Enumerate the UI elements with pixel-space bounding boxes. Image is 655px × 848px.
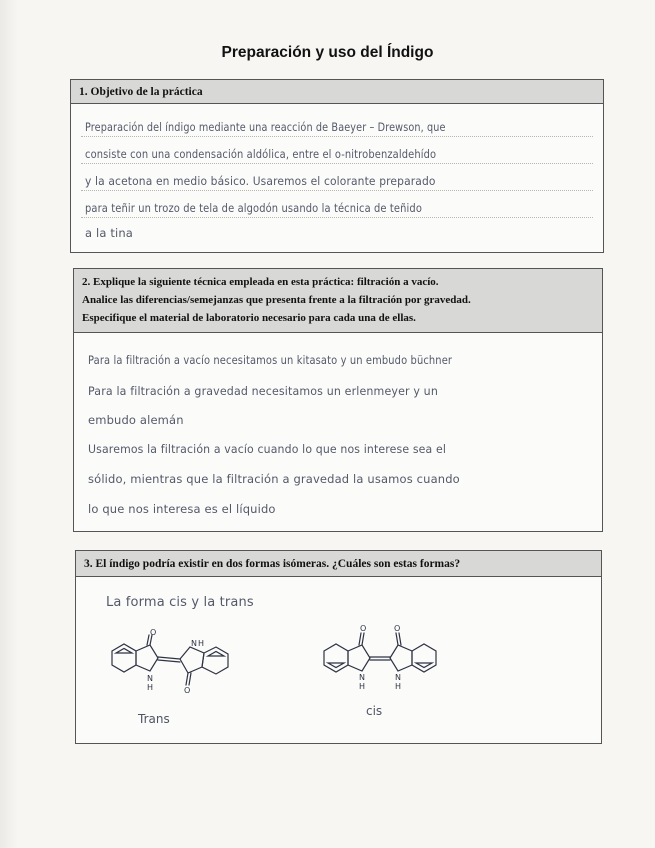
- heading-line: Analice las diferencias/semejanzas que presenta frente a la filtración por gravedad.: [82, 294, 471, 306]
- cis-label: cis: [366, 704, 383, 718]
- double-bond: [158, 660, 180, 662]
- section-filtration: [73, 268, 603, 532]
- ruled-line: [81, 136, 593, 137]
- atom-label: N: [395, 673, 401, 682]
- benzene-ring-inner: [116, 649, 132, 654]
- handwritten-line: Para la filtración a gravedad necesitamos un erlenmeyer y un: [88, 384, 438, 398]
- benzene-ring-inner: [328, 663, 344, 668]
- section-objective-heading: 1. Objetivo de la práctica: [71, 80, 603, 104]
- heading-line: 2. Explique la siguiente técnica empleada en esta práctica: filtración a vacío.: [82, 276, 439, 288]
- ruled-line: [81, 190, 593, 191]
- five-ring: [390, 645, 412, 671]
- heading-line: Especifique el material de laboratorio necesario para cada una de ellas.: [82, 312, 416, 324]
- carbonyl-bond: [147, 635, 149, 645]
- carbonyl-bond: [186, 673, 188, 685]
- benzene-ring: [202, 647, 228, 674]
- handwritten-line: a la tina: [85, 226, 133, 240]
- atom-label: H: [395, 682, 402, 691]
- carbonyl-bond: [362, 633, 364, 645]
- page-title: Preparación y uso del Índigo: [221, 44, 434, 61]
- atom-label: O: [360, 624, 367, 633]
- handwritten-line: Preparación del índigo mediante una reacción de Baeyer – Drewson, que: [85, 120, 446, 134]
- section-isomers-heading: 3. El índigo podría existir en dos formas isómeras. ¿Cuáles son estas formas?: [76, 551, 601, 577]
- trans-indigo-structure: [102, 629, 242, 709]
- handwritten-line: lo que nos interesa es el líquido: [88, 502, 276, 516]
- atom-label: O: [150, 629, 157, 637]
- atom-label: N: [359, 673, 365, 682]
- atom-label: N: [191, 639, 197, 648]
- carbonyl-bond: [399, 633, 401, 645]
- handwritten-line: sólido, mientras que la filtración a gravedad la usamos cuando: [88, 472, 460, 486]
- handwritten-line: y la acetona en medio básico. Usaremos el colorante preparado: [85, 174, 436, 188]
- handwritten-line: para teñir un trozo de tela de algodón usando la técnica de teñido: [85, 201, 423, 215]
- trans-indigo-drawing: [102, 629, 242, 709]
- section-filtration-heading: [74, 269, 602, 333]
- atom-label: H: [359, 682, 366, 691]
- carbonyl-bond: [359, 633, 361, 645]
- left-page-shadow: [0, 0, 18, 848]
- section-isomers: [75, 550, 602, 744]
- carbonyl-bond: [189, 673, 191, 685]
- atom-label: O: [394, 624, 401, 633]
- atom-label: O: [184, 686, 191, 695]
- carbonyl-bond: [396, 633, 398, 645]
- handwritten-line: Para la filtración a vacío necesitamos un kitasato y un embudo büchner: [88, 353, 453, 367]
- ruled-line: [81, 217, 593, 218]
- benzene-ring-inner: [208, 652, 224, 657]
- handwritten-line: embudo alemán: [88, 413, 184, 427]
- atom-label: N: [147, 674, 153, 683]
- five-ring: [180, 647, 204, 673]
- handwritten-line: consiste con una condensación aldólica, entre el o-nitrobenzaldehído: [85, 147, 437, 161]
- handwritten-line: Usaremos la filtración a vacío cuando lo que nos interese sea el: [88, 442, 447, 456]
- atom-label: H: [147, 683, 154, 692]
- five-ring: [136, 645, 158, 671]
- trans-label: Trans: [138, 712, 170, 726]
- cis-indigo-structure: [318, 621, 448, 701]
- five-ring: [348, 645, 370, 671]
- ruled-line: [81, 163, 593, 164]
- double-bond: [158, 657, 180, 659]
- cis-indigo-drawing: [318, 621, 448, 701]
- atom-label: H: [198, 639, 205, 648]
- isomer-answer: La forma cis y la trans: [106, 595, 254, 610]
- benzene-ring-inner: [416, 663, 432, 668]
- section-objective: [70, 79, 604, 253]
